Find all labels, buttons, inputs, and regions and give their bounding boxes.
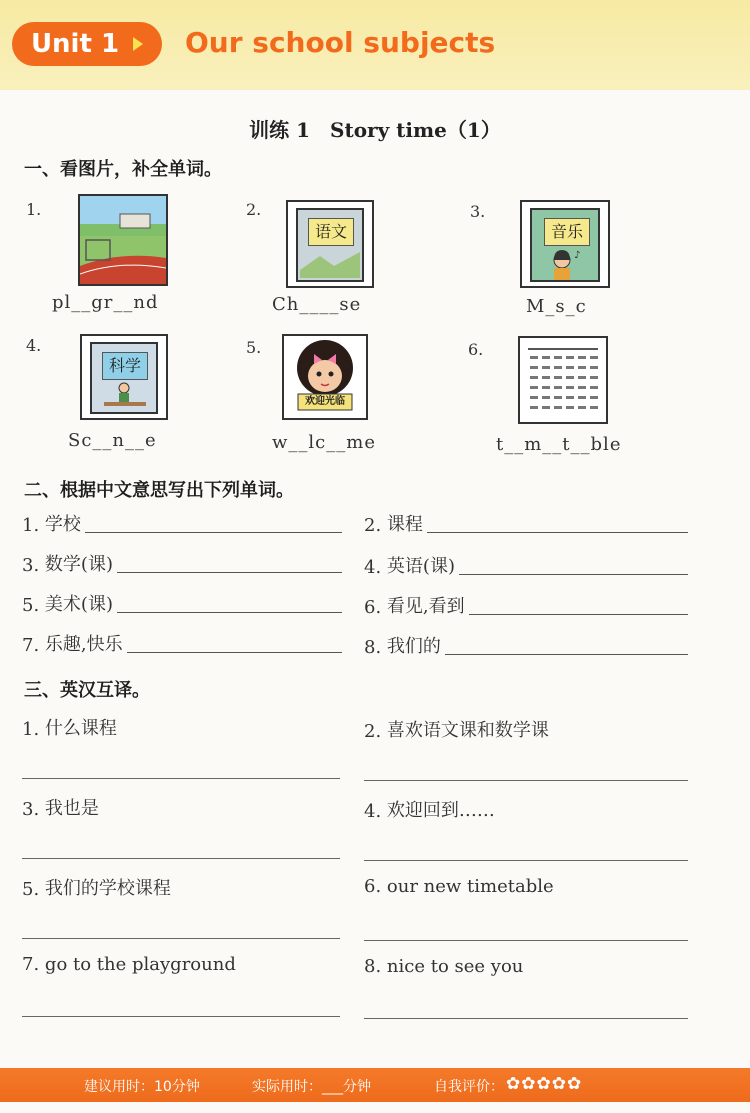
science-book-icon	[90, 342, 158, 414]
timetable-cell	[566, 406, 574, 409]
book-label: 语文	[308, 218, 354, 246]
timetable-cell	[554, 386, 562, 389]
item-number: 7.	[22, 635, 40, 656]
timetable-cell	[554, 376, 562, 379]
timetable-cell	[542, 396, 550, 399]
timetable-cell	[578, 386, 586, 389]
timetable-cell	[566, 366, 574, 369]
translate-prompt	[22, 874, 171, 900]
timetable-cell	[530, 406, 538, 409]
timetable-cell	[590, 366, 598, 369]
translate-prompt	[364, 716, 549, 742]
translation-item	[364, 592, 688, 618]
timetable-cell	[530, 386, 538, 389]
section-two-heading: 二、根据中文意思写出下列单词。	[24, 480, 294, 501]
translation-item	[364, 510, 688, 536]
timetable-cell	[578, 356, 586, 359]
item-text: 喜欢语文课和数学课	[386, 720, 549, 741]
item-number: 5.	[22, 879, 40, 900]
fill-word: Ch____se	[272, 294, 362, 315]
science-book-frame	[80, 334, 168, 420]
answer-line[interactable]	[469, 613, 688, 615]
translation-item	[22, 590, 342, 616]
timetable-cell	[554, 406, 562, 409]
fill-word: w__lc__me	[272, 432, 376, 453]
answer-line[interactable]	[22, 938, 340, 939]
item-text: 美术(课)	[44, 594, 113, 615]
item-number: 1.	[22, 515, 40, 536]
item-number: 8.	[364, 956, 382, 977]
actual-time: 实际用时：___分钟	[252, 1079, 371, 1095]
item-number: 4.	[364, 557, 382, 578]
timetable-cell	[542, 366, 550, 369]
unit-header-band	[0, 0, 750, 90]
translate-prompt	[22, 794, 99, 820]
unit-badge	[12, 22, 162, 66]
item-text: 看见,看到	[386, 596, 465, 617]
item-text: 什么课程	[44, 718, 117, 739]
item-text: 我也是	[44, 798, 99, 819]
item-text: 欢迎回到……	[386, 800, 495, 821]
item-text: 课程	[386, 514, 423, 535]
timetable-cell	[554, 356, 562, 359]
self-eval-label: 自我评价：	[434, 1079, 504, 1095]
answer-line[interactable]	[459, 573, 688, 575]
item-text: 学校	[44, 514, 81, 535]
timetable-cell	[578, 396, 586, 399]
timetable-cell	[542, 356, 550, 359]
translation-item	[364, 632, 688, 658]
unit-label: Unit 1	[30, 29, 120, 59]
fill-word: Sc__n__e	[68, 430, 157, 451]
timetable-cell	[566, 376, 574, 379]
item-text: 我们的	[386, 636, 441, 657]
timetable-cell	[542, 406, 550, 409]
translate-prompt	[364, 876, 554, 897]
music-book-frame	[520, 200, 610, 288]
item-number: 8.	[364, 637, 382, 658]
answer-line[interactable]	[127, 651, 342, 653]
rating-flower-icons[interactable]: ✿✿✿✿✿	[506, 1074, 583, 1094]
timetable-cell	[590, 406, 598, 409]
timetable-cell	[530, 356, 538, 359]
book-label: 音乐	[544, 218, 590, 246]
item-text: 数学(课)	[44, 554, 113, 575]
item-number: 4.	[26, 336, 42, 355]
answer-line[interactable]	[427, 531, 688, 533]
item-number: 2.	[364, 515, 382, 536]
item-text: 英语(课)	[386, 556, 455, 577]
item-number: 6.	[364, 597, 382, 618]
timetable-cell	[590, 396, 598, 399]
timetable-cell	[578, 406, 586, 409]
answer-line[interactable]	[22, 1016, 340, 1017]
answer-line[interactable]	[364, 940, 688, 941]
suggested-time: 建议用时：10分钟	[84, 1079, 200, 1095]
timetable-cell	[578, 366, 586, 369]
item-number: 1.	[26, 200, 42, 219]
fill-word: M_s_c	[526, 296, 587, 317]
section-one-heading: 一、看图片，补全单词。	[24, 159, 222, 180]
timetable-cell	[590, 356, 598, 359]
item-text: nice to see you	[386, 956, 524, 977]
item-text: go to the playground	[44, 954, 236, 975]
answer-line[interactable]	[445, 653, 688, 655]
answer-line[interactable]	[117, 611, 342, 613]
timetable-cell	[566, 396, 574, 399]
unit-title: Our school subjects	[185, 26, 496, 59]
item-number: 2.	[364, 721, 382, 742]
timetable-cell	[530, 366, 538, 369]
translate-prompt	[22, 714, 117, 740]
lesson-title: 训练 1 Story time（1）	[249, 118, 501, 142]
item-number: 1.	[22, 719, 40, 740]
timetable-cell	[554, 366, 562, 369]
answer-line[interactable]	[22, 778, 340, 779]
chinese-book-frame	[286, 200, 374, 288]
timetable-image	[518, 336, 608, 424]
translation-item	[22, 510, 342, 536]
timetable-cell	[578, 376, 586, 379]
welcome-girl-image	[282, 334, 368, 420]
section-three-heading: 三、英汉互译。	[24, 680, 150, 701]
timetable-cell	[530, 376, 538, 379]
item-number: 4.	[364, 801, 382, 822]
item-number: 2.	[246, 200, 262, 219]
timetable-cell	[530, 396, 538, 399]
translation-item	[22, 550, 342, 576]
item-number: 6.	[468, 340, 484, 359]
timetable-cell	[566, 356, 574, 359]
footer-bar	[0, 1068, 750, 1102]
welcome-sign-text: 欢迎光临	[305, 396, 345, 407]
playground-image	[78, 194, 168, 286]
svg-text:♪: ♪	[574, 250, 581, 261]
item-text: our new timetable	[386, 876, 554, 897]
fill-word: pl__gr__nd	[52, 292, 159, 313]
item-number: 3.	[22, 555, 40, 576]
translate-prompt	[364, 796, 495, 822]
item-number: 6.	[364, 876, 382, 897]
translate-prompt	[22, 954, 236, 975]
timetable-cell	[542, 386, 550, 389]
timetable-cell	[566, 386, 574, 389]
timetable-cell	[542, 376, 550, 379]
item-text: 乐趣,快乐	[44, 634, 123, 655]
timetable-cell	[590, 376, 598, 379]
item-number: 7.	[22, 954, 40, 975]
book-label: 科学	[102, 352, 148, 380]
answer-line[interactable]	[364, 1018, 688, 1019]
timetable-cell	[554, 396, 562, 399]
item-number: 5.	[22, 595, 40, 616]
triangle-arrow-icon	[133, 37, 143, 51]
answer-line[interactable]	[117, 571, 342, 573]
music-book-icon	[530, 208, 600, 282]
answer-line[interactable]	[85, 531, 342, 533]
item-number: 3.	[22, 799, 40, 820]
timetable-cell	[590, 386, 598, 389]
translation-item	[22, 630, 342, 656]
answer-line[interactable]	[364, 780, 688, 781]
fill-word: t__m__t__ble	[496, 434, 622, 455]
item-text: 我们的学校课程	[44, 878, 171, 899]
chinese-book-icon	[296, 208, 364, 282]
answer-line[interactable]	[364, 860, 688, 861]
translation-item	[364, 552, 688, 578]
item-number: 3.	[470, 202, 486, 221]
item-number: 5.	[246, 338, 262, 357]
answer-line[interactable]	[22, 858, 340, 859]
translate-prompt	[364, 956, 523, 977]
